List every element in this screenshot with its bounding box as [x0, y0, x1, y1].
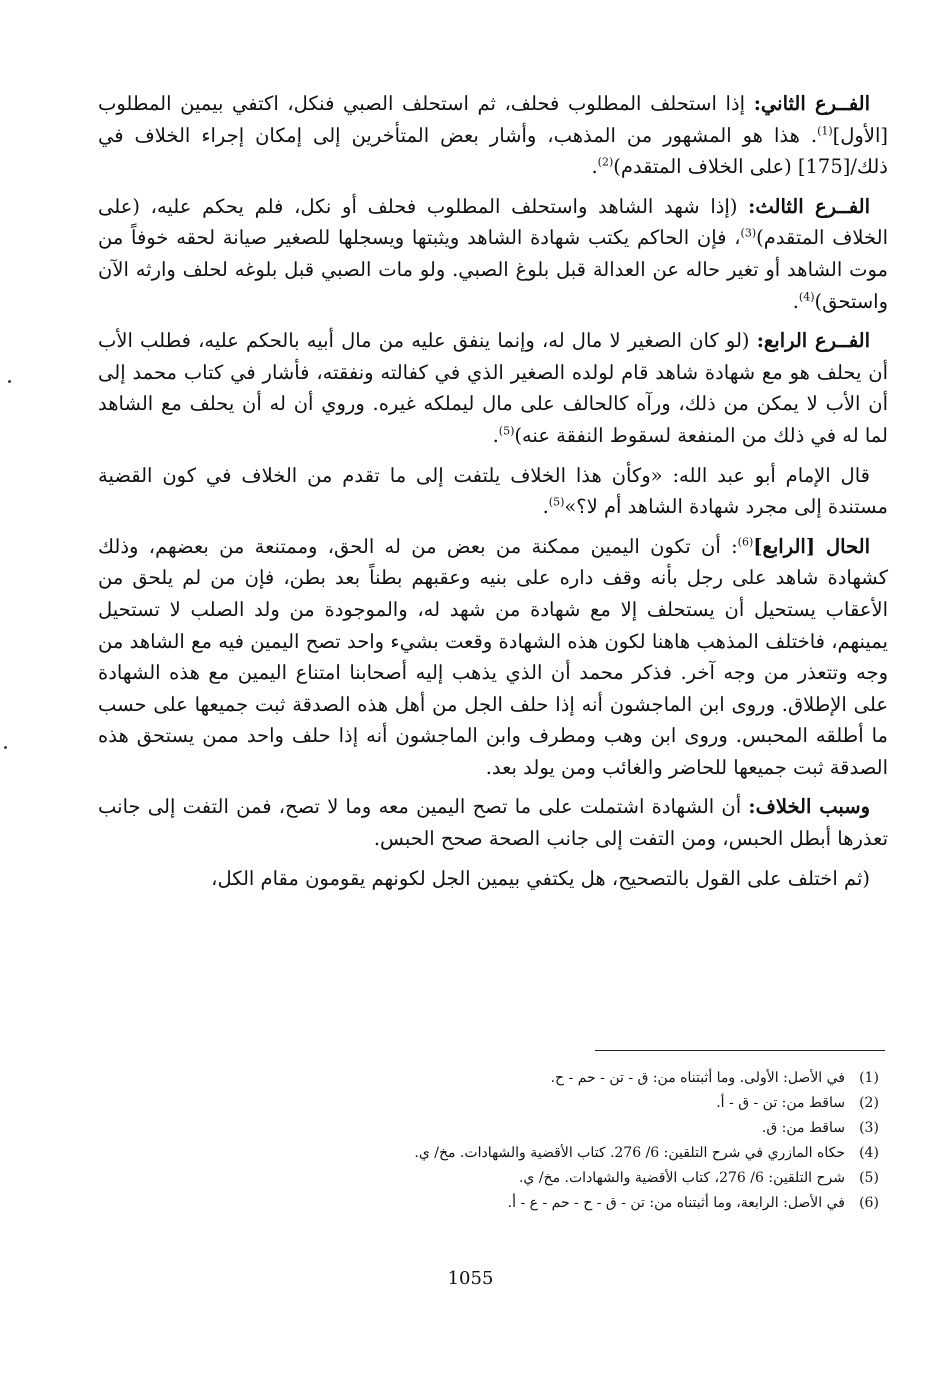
footnote-item: [323, 1066, 883, 1091]
paragraph-text: (لو كان الصغير لا مال له، وإنما ينفق عليه من مال أبيه بالحكم عليه، فطلب الأب أن يحلف هو مع شهادة شاهد قام لولده الصغير الذي في كفالته ونفقته، فأشار في كتاب محمد إلى أن الأب لا يمكن من ذلك، ورآه كالحالف على مال ليملكه غيره. وروي أن له أن يحلف مع الشاهد لما له في ذلك من المنفعة لسقوط النفقة عنه): [98, 329, 888, 447]
footnote-text: في الأصل: الرابعة، وما أثبتناه من: تن - ق - ح - حم - ع - أ.: [507, 1195, 845, 1211]
paragraph-heading: الحال [الرابع]: [753, 534, 870, 558]
scan-speck: [8, 380, 11, 383]
page-number: 1055: [447, 1268, 494, 1289]
footnotes: [323, 1066, 883, 1216]
paragraph-text: .: [492, 423, 499, 447]
main-text: [98, 88, 888, 902]
paragraph-heading: وسبب الخلاف:: [748, 795, 871, 819]
footnote-text: ساقط من: تن - ق - أ.: [716, 1095, 845, 1111]
footnote-text: حكاه المازري في شرح التلقين: 6/ 276. كتاب الأقضية والشهادات. مخ/ ي.: [414, 1145, 845, 1161]
footnote-ref[interactable]: (4): [798, 290, 815, 304]
paragraph-3: [98, 325, 888, 451]
footnote-ref[interactable]: (3): [740, 226, 757, 240]
footnote-ref[interactable]: (1): [817, 124, 833, 138]
footnote-item: [323, 1166, 883, 1191]
paragraph-5: [98, 531, 888, 784]
paragraph-heading: الفــرع الثاني:: [753, 92, 870, 115]
footnote-item: [323, 1091, 883, 1116]
footnote-text: ساقط من: ق.: [761, 1120, 845, 1136]
paragraph-text: أن الشهادة اشتملت على ما تصح اليمين معه وما لا تصح، فمن التفت إلى جانب تعذرها أبطل الحبس، ومن التفت إلى جانب الصحة صحح الحبس.: [98, 795, 888, 851]
paragraph-text: . هذا هو المشهور من المذهب، وأشار بعض المتأخرين إلى إمكان إجراء الخلاف في ذلك/[175] (على الخلاف المتقدم): [98, 123, 888, 179]
footnote-ref[interactable]: (5): [548, 495, 565, 509]
footnote-ref[interactable]: (5): [498, 424, 515, 438]
footnote-number: (5): [859, 1170, 879, 1186]
footnote-text: شرح التلقين: 6/ 276، كتاب الأقضية والشهادات. مخ/ ي.: [518, 1170, 845, 1186]
footnote-ref[interactable]: (6): [737, 535, 754, 549]
paragraph-1: [98, 88, 888, 183]
footnote-item: [323, 1116, 883, 1141]
footnote-item: [323, 1141, 883, 1166]
paragraph-text: (ثم اختلف على القول بالتصحيح، هل يكتفي بيمين الجل لكونهم يقومون مقام الكل،: [211, 866, 870, 890]
footnote-ref[interactable]: (2): [597, 155, 614, 169]
paragraph-text: قال الإمام أبو عبد الله: «وكأن هذا الخلاف يلتفت إلى ما تقدم من الخلاف في كون القضية مستندة إلى مجرد شهادة الشاهد أم لا؟»: [98, 463, 888, 519]
paragraph-4: [98, 460, 888, 523]
footnote-text: في الأصل: الأولى. وما أثبتناه من: ق - تن - حم - ح.: [550, 1070, 845, 1086]
paragraph-heading: الفــرع الرابع:: [756, 329, 871, 353]
scan-speck: [4, 746, 7, 749]
paragraph-text: إذا استحلف المطلوب فحلف، ثم استحلف الصبي فنكل، اكتفي بيمين المطلوب [الأول]: [98, 92, 888, 147]
paragraph-heading: الفــرع الثالث:: [748, 194, 870, 218]
paragraph-text: (إذا شهد الشاهد واستحلف المطلوب فحلف أو نكل، فلم يحكم عليه، (على الخلاف المتقدم): [98, 194, 888, 250]
paragraph-6: [98, 791, 888, 854]
footnote-number: (2): [859, 1095, 879, 1111]
footnote-number: (3): [859, 1120, 879, 1136]
paragraph-text: : أن تكون اليمين ممكنة من بعض من له الحق، وممتنعة من بعضهم، وذلك كشهادة شاهد على رجل بأنه وقف داره على بنيه وعقبهم بطناً بعد بطن، فإن من لم يلحق من الأعقاب يستحيل أن يستحلف إلا مع شهادة من شهد له، والموجودة من ولد الصلب لا تستحيل يمينهم، فاختلف المذهب هاهنا لكون هذه الشهادة وقعت بشيء واحد تصح اليمين فيه مع الشاهد من وجه وتتعذر من وجه آخر. فذكر محمد أن الذي يذهب إليه أصحابنا امتناع اليمين مع هذه الشهادة على الإطلاق. وروى ابن الماجشون أنه إذا حلف الجل من أهل هذه الصدقة ثبت جميعها على حسب ما أطلقه المحبس. وروى ابن وهب ومطرف وابن الماجشون أنه إذا حلف واحد ممن يستحق هذه الصدقة ثبت جميعها للحاضر والغائب ومن يولد بعد.: [98, 534, 888, 779]
paragraph-text: .: [792, 289, 799, 313]
footnote-number: (6): [859, 1195, 879, 1211]
footnote-number: (1): [859, 1070, 879, 1086]
footnote-divider: [595, 1050, 885, 1051]
paragraph-7: [98, 863, 888, 895]
paragraph-text: .: [542, 495, 549, 519]
paragraph-text: .: [591, 155, 598, 179]
footnote-item: [323, 1191, 883, 1216]
footnote-number: (4): [859, 1145, 879, 1161]
paragraph-text: ، فإن الحاكم يكتب شهادة الشاهد ويثبتها ويسجلها للصغير صيانة لحقه خوفاً من موت الشاهد أو تغير حاله عن العدالة قبل بلوغ الصبي. ولو مات الصبي قبل بلوغه لحلف وارثه الآن واستحق): [98, 226, 888, 313]
paragraph-2: [98, 191, 888, 317]
